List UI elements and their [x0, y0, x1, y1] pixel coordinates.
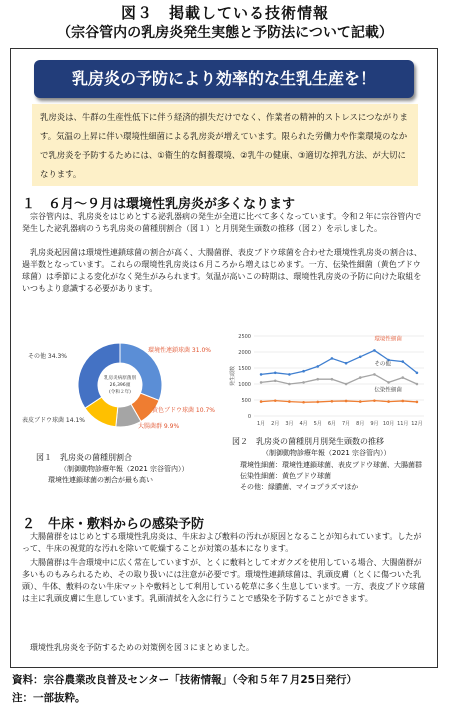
section2-paragraph-3: 環境性乳房炎を予防するための対策例を図３にまとめました。	[30, 643, 254, 652]
section2-paragraph-2: 大腸菌群は牛舎環境中に広く常在していますが、とくに敷料としてオガクズを使用している場合、大腸菌群が多いものもみられるため、その取り扱いには注意が必要です。環境性連鎖球菌は、乳頭皮膚（とくに傷ついた乳頭）、牛体、敷料のない牛床マットや敷料として利用している乾草に多く生息しています。一方、表皮ブドウ球菌は主に乳頭皮膚に生息しています。乳頭清拭を入念に行うことで感染を予防することができます。	[22, 558, 426, 603]
y-tick-label: 2500	[238, 334, 251, 340]
fig2-caption: 図２ 乳房炎の菌種別月別発生頭数の推移	[232, 437, 384, 446]
intro-box: 乳房炎は、牛群の生産性低下に伴う経済的損失だけでなく、作業者の精神的ストレスにつながります。気温の上昇に伴い環境性細菌による乳房炎が増えています。限られた労働力や作業環境のなかで乳房炎を予防するためには、①衛生的な飼養環境、②乳牛の健康、③適切な搾乳方法、が大切になります。	[32, 104, 418, 186]
pie-center-label: 乳房炎病原菌別	[103, 376, 137, 381]
series-point	[302, 401, 305, 404]
footer-source: 資料：宗谷農業改良普及センター「技術情報」（令和５年７月25日発行）	[12, 674, 357, 686]
headline-banner: 乳房炎の予防により効率的な生乳生産を！	[34, 60, 414, 98]
pie-label: 表皮ブドウ球菌 14.1%	[22, 417, 85, 424]
series-line	[261, 350, 417, 374]
x-tick-label: 1月	[256, 421, 266, 427]
series-point	[288, 400, 291, 403]
series-point	[345, 400, 348, 403]
fig1-source: （制御動物診療年報（2021 宗谷管内））	[60, 465, 189, 473]
series-point	[387, 400, 390, 403]
x-tick-label: 2月	[271, 421, 280, 427]
fig2-source: （制御動物診療年報（2021 宗谷管内））	[262, 449, 391, 457]
section1-paragraph-1: 宗谷管内は、乳房炎をはじめとする泌乳器病の発生が全道に比べて多くなっています。令和２年に宗谷管内で発生した泌乳器病のうち乳房炎の菌種別割合（図１）と月別発生頭数の推移（図２）を示しました。	[22, 212, 422, 233]
series-line	[261, 374, 417, 384]
x-tick-label: 4月	[299, 421, 308, 427]
series-point	[288, 383, 291, 386]
series-point	[274, 399, 277, 402]
figure-title: 図３ 掲載している技術情報	[120, 4, 329, 22]
series-point	[302, 381, 305, 384]
section1-paragraph-2: 乳房炎起因菌は環境性連鎖球菌の割合が高く、大腸菌群、表皮ブドウ球菌を合わせた環境性乳房炎の割合は、過半数となっています。これらの環境性乳房炎は６月ころから増えはじめます。一方、伝染性細菌（黄色ブドウ球菌）は季節による変化がなく発生がみられます。気温が高いこの時期は、環境性乳房炎の予防に向けた取組をいつもより意識する必要があります。	[22, 248, 422, 293]
x-tick-label: 3月	[285, 421, 294, 427]
series-point	[373, 399, 376, 402]
series-point	[359, 356, 362, 359]
section1-title: １ ６月〜９月は環境性乳房炎が多くなります	[22, 197, 296, 212]
series-point	[331, 357, 334, 360]
series-name: その他	[374, 361, 391, 368]
series-point	[274, 372, 277, 375]
series-point	[331, 400, 334, 403]
pie-center-label: 26,396頭	[109, 383, 131, 388]
x-tick-label: 5月	[313, 421, 322, 427]
fig2-note-1: 環境性細菌：環境性連鎖球菌、表皮ブドウ球菌、大腸菌群	[240, 461, 422, 469]
series-point	[416, 372, 419, 375]
series-line	[261, 401, 417, 403]
footer-note: 注：一部抜粋。	[12, 692, 86, 704]
pie-label: 大腸菌群 9.9%	[138, 423, 180, 430]
fig1-note: 環境性連鎖球菌の割合が最も高い	[48, 476, 153, 484]
x-tick-label: 9月	[370, 421, 379, 427]
x-tick-label: 12月	[411, 421, 423, 427]
series-point	[316, 401, 319, 404]
series-name: 環境性細菌	[374, 336, 402, 343]
fig2-note-2: 伝染性細菌：黄色ブドウ球菌	[240, 472, 331, 480]
fig2-note-3: その他：緑膿菌、マイコプラズマほか	[240, 483, 359, 491]
series-point	[401, 376, 404, 379]
y-tick-label: 1500	[238, 366, 251, 372]
series-point	[274, 380, 277, 383]
pie-center-label: (令和２年)	[109, 390, 131, 395]
pie-label: 環境性連鎖球菌 31.0%	[148, 347, 211, 354]
x-tick-label: 6月	[327, 421, 337, 427]
series-point	[345, 362, 348, 365]
y-tick-label: 1000	[238, 382, 251, 388]
x-tick-label: 10月	[382, 421, 395, 427]
series-point	[260, 400, 263, 403]
section2-title: ２ 牛床・敷料からの感染予防	[22, 517, 205, 532]
series-point	[288, 373, 291, 376]
line-chart	[228, 328, 428, 438]
series-point	[345, 383, 348, 386]
y-tick-label: 0	[247, 414, 251, 420]
x-tick-label: 11月	[397, 421, 409, 427]
series-point	[359, 376, 362, 379]
series-point	[260, 381, 263, 384]
series-point	[260, 373, 263, 376]
pie-chart	[20, 330, 225, 440]
y-tick-label: 500	[241, 398, 251, 404]
series-point	[302, 370, 305, 373]
series-point	[359, 400, 362, 403]
x-tick-label: 7月	[341, 421, 351, 427]
y-tick-label: 2000	[238, 350, 251, 356]
fig1-caption: 図１ 乳房炎の菌種別割合	[36, 453, 132, 462]
section2-paragraph-1: 大腸菌群をはじめとする環境性乳房炎は、牛床および敷料の汚れが原因となることが知られています。したがって、牛床の視覚的な汚れを除いて乾燥することが対策の基本になります。	[22, 532, 422, 553]
series-point	[416, 383, 419, 386]
series-point	[316, 365, 319, 368]
series-point	[316, 378, 319, 381]
series-point	[373, 373, 376, 376]
x-tick-label: 8月	[356, 421, 365, 427]
series-point	[401, 400, 404, 403]
series-point	[373, 349, 376, 352]
series-point	[401, 360, 404, 363]
pie-label: その他 34.3%	[28, 353, 67, 360]
figure-subtitle: （宗谷管内の乳房炎発生実態と予防法について記載）	[57, 25, 393, 41]
y-axis-label: 発生頭数	[230, 365, 236, 387]
series-point	[416, 401, 419, 404]
pie-label: 黄色ブドウ球菌 10.7%	[152, 407, 215, 414]
series-point	[387, 381, 390, 384]
series-name: 伝染性細菌	[374, 387, 402, 394]
series-point	[331, 378, 334, 381]
